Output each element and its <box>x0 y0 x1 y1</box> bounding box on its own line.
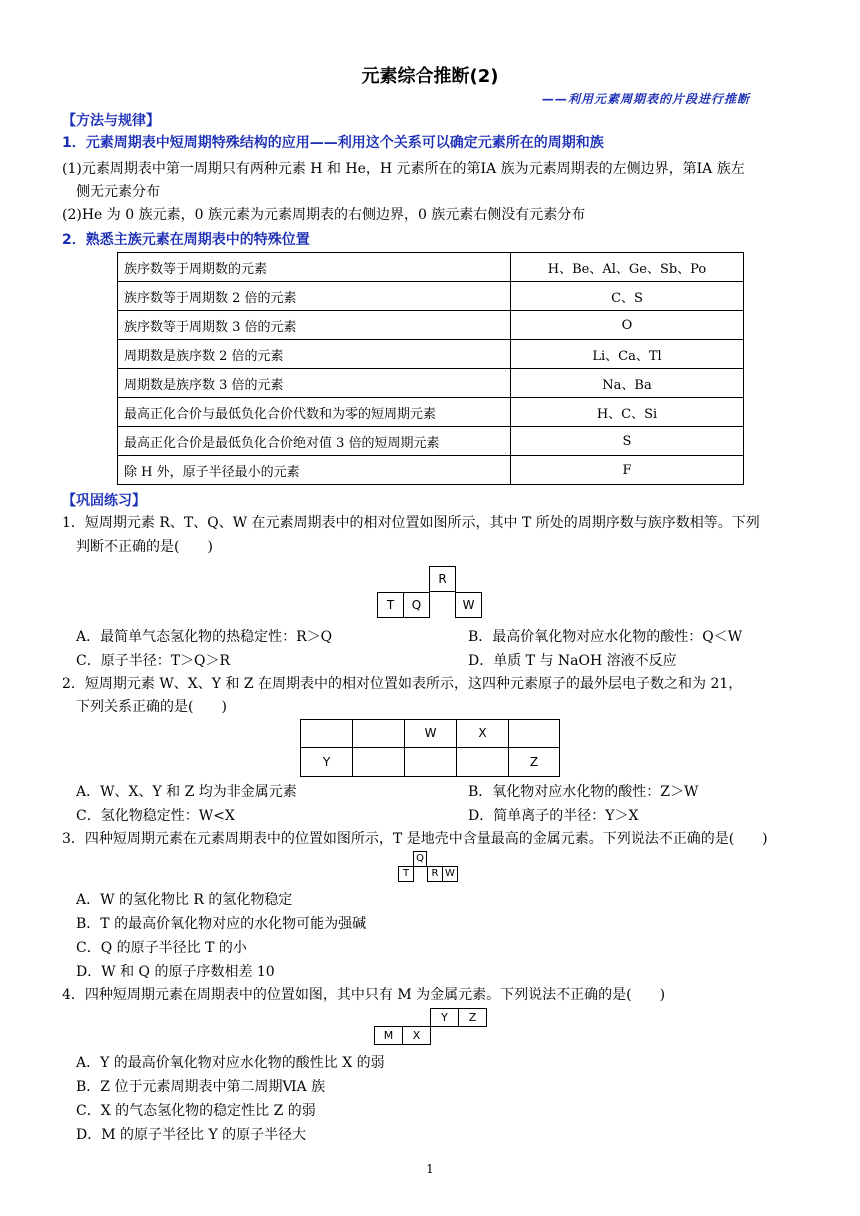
page-subtitle: ——利用元素周期表的片段进行推断 <box>541 92 750 106</box>
element-cell: W <box>404 719 457 748</box>
q3-option-c: C．Q 的原子半径比 T 的小 <box>76 940 247 956</box>
page-title: 元素综合推断(2) <box>361 66 499 87</box>
table-cell-desc: 族序数等于周期数 2 倍的元素 <box>118 282 511 311</box>
table-row <box>118 282 744 311</box>
q2-option-d: D．简单离子的半径：Y＞X <box>468 808 639 824</box>
q3-stem: 3．四种短周期元素在元素周期表中的位置如图所示，T 是地壳中含量最高的金属元素。下列说法不正确的是( ) <box>62 831 768 847</box>
element-cell: Q <box>413 851 427 867</box>
element-cell: Y <box>300 747 353 777</box>
element-cell <box>508 719 560 748</box>
element-cell: Z <box>458 1008 487 1027</box>
point1-line1b: 侧无元素分布 <box>76 184 160 200</box>
element-cell: R <box>429 566 456 592</box>
element-cell: W <box>455 592 482 618</box>
q1-stem-line2: 判断不正确的是( ) <box>76 539 213 555</box>
table-cell-value: Na、Ba <box>511 369 744 398</box>
q1-option-a: A．最简单气态氢化物的热稳定性：R＞Q <box>76 629 333 645</box>
point1-line1a: (1)元素周期表中第一周期只有两种元素 H 和 He，H 元素所在的第ⅠA 族为元素周期表的左侧边界，第ⅠA 族左 <box>62 161 745 177</box>
q2-option-c: C．氢化物稳定性：W<X <box>76 808 235 824</box>
q4-option-c: C．X 的气态氢化物的稳定性比 Z 的弱 <box>76 1103 316 1119</box>
method-header: 【方法与规律】 <box>62 113 160 129</box>
q2-periodic-table <box>300 719 560 779</box>
element-cell: X <box>456 719 509 748</box>
q1-option-c: C．原子半径：T＞Q＞R <box>76 653 231 669</box>
element-cell <box>352 719 405 748</box>
q1-option-b: B．最高价氧化物对应水化物的酸性：Q＜W <box>468 629 743 645</box>
table-row <box>118 456 744 485</box>
table-cell-value: F <box>511 456 744 485</box>
table-cell-value: O <box>511 311 744 340</box>
element-cell: Y <box>430 1008 459 1027</box>
q1-stem-line1: 1．短周期元素 R、T、Q、W 在元素周期表中的相对位置如图所示，其中 T 所处的周期序数与族序数相等。下列 <box>62 515 760 531</box>
q4-option-d: D．M 的原子半径比 Y 的原子半径大 <box>76 1127 307 1143</box>
table-row <box>118 311 744 340</box>
element-cell <box>404 747 457 777</box>
q4-option-a: A．Y 的最高价氧化物对应水化物的酸性比 X 的弱 <box>76 1055 385 1071</box>
q1-option-d: D．单质 T 与 NaOH 溶液不反应 <box>468 653 677 669</box>
table-row <box>118 340 744 369</box>
table-cell-desc: 周期数是族序数 2 倍的元素 <box>118 340 511 369</box>
q4-stem: 4．四种短周期元素在周期表中的位置如图，其中只有 M 为金属元素。下列说法不正确的是( ) <box>62 987 666 1003</box>
element-cell <box>456 747 509 777</box>
q2-option-a: A．W、X、Y 和 Z 均为非金属元素 <box>76 784 297 800</box>
table-cell-desc: 族序数等于周期数 3 倍的元素 <box>118 311 511 340</box>
element-cell: T <box>377 592 404 618</box>
table-cell-desc: 族序数等于周期数的元素 <box>118 253 511 282</box>
q2-option-b: B．氧化物对应水化物的酸性：Z＞W <box>468 784 699 800</box>
element-cell: Q <box>403 592 430 618</box>
table-cell-value: H、C、Si <box>511 398 744 427</box>
q3-option-d: D．W 和 Q 的原子序数相差 10 <box>76 964 275 980</box>
table-cell-value: Li、Ca、Tl <box>511 340 744 369</box>
element-cell: M <box>374 1026 403 1045</box>
element-cell <box>352 747 405 777</box>
page-number: 1 <box>426 1162 434 1176</box>
element-cell: Z <box>508 747 560 777</box>
table-row <box>118 253 744 282</box>
element-cell: R <box>427 866 443 882</box>
table-row <box>118 398 744 427</box>
table-cell-desc: 除 H 外，原子半径最小的元素 <box>118 456 511 485</box>
table-cell-value: H、Be、Al、Ge、Sb、Po <box>511 253 744 282</box>
element-cell: T <box>398 866 414 882</box>
table-cell-value: C、S <box>511 282 744 311</box>
q3-option-b: B．T 的最高价氧化物对应的水化物可能为强碱 <box>76 916 367 932</box>
q2-stem-line2: 下列关系正确的是( ) <box>76 699 227 715</box>
table-cell-desc: 最高正化合价是最低负化合价绝对值 3 倍的短周期元素 <box>118 427 511 456</box>
element-cell: W <box>442 866 458 882</box>
table-cell-desc: 周期数是族序数 3 倍的元素 <box>118 369 511 398</box>
point2-heading: 2．熟悉主族元素在周期表中的特殊位置 <box>62 232 310 248</box>
q2-stem-line1: 2．短周期元素 W、X、Y 和 Z 在周期表中的相对位置如表所示，这四种元素原子的最外层电子数之和为 21， <box>62 676 743 692</box>
point1-heading: 1．元素周期表中短周期特殊结构的应用——利用这个关系可以确定元素所在的周期和族 <box>62 135 604 151</box>
point1-line2: (2)He 为 0 族元素，0 族元素为元素周期表的右侧边界，0 族元素右侧没有元素分布 <box>62 207 586 223</box>
table-cell-value: S <box>511 427 744 456</box>
table-cell-desc: 最高正化合价与最低负化合价代数和为零的短周期元素 <box>118 398 511 427</box>
table-row <box>118 369 744 398</box>
table-row <box>118 427 744 456</box>
q3-option-a: A．W 的氢化物比 R 的氢化物稳定 <box>76 892 293 908</box>
special-position-table <box>117 252 744 485</box>
practice-header: 【巩固练习】 <box>62 493 146 509</box>
q3-periodic-fragment <box>398 851 462 885</box>
q1-periodic-fragment <box>377 566 487 618</box>
q4-option-b: B．Z 位于元素周期表中第二周期ⅥA 族 <box>76 1079 326 1095</box>
element-cell: X <box>402 1026 431 1045</box>
q4-periodic-fragment <box>374 1008 490 1048</box>
element-cell <box>300 719 353 748</box>
